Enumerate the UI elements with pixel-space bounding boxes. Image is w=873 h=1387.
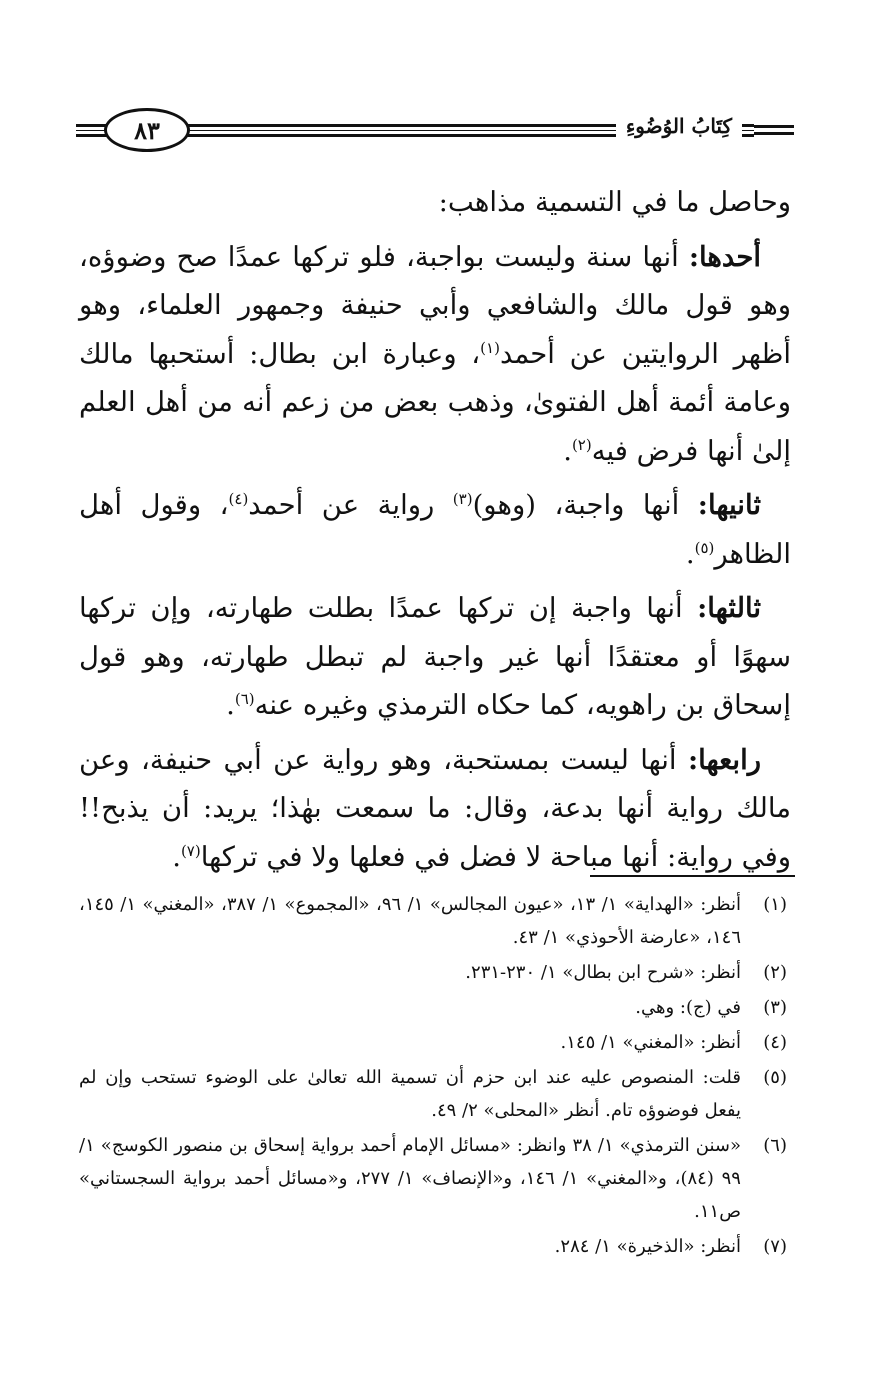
footnotes — [79, 888, 791, 1265]
opinion-label: رابعها: — [687, 743, 761, 776]
footnote-text: «سنن الترمذي» ١/ ٣٨ وانظر: «مسائل الإمام أحمد برواية إسحاق بن منصور الكوسج» ١/ ٩٩ (٨٤)، و«المغني» ١/ ١٤٦، و«الإنصاف» ١/ ٢٧٧، و«مسائل أحمد برواية السجستاني» ص١١. — [79, 1135, 741, 1222]
paragraph-first-opinion: أحدها: أنها سنة وليست بواجبة، فلو تركها عمدًا صح وضوؤه، وهو قول مالك والشافعي وأبي حنيفة وجمهور العلماء، وهو أظهر الروايتين عن أحمد$^{(١)}$، وعبارة ابن بطال: أستحبها مالك وعامة أئمة أهل الفتوىٰ، وذهب بعض من زعم أنه من أهل العلم إلىٰ أنها فرض فيه$^{(٢)}$. — [79, 240, 791, 467]
footnote-text: في (ج): وهي. — [635, 997, 741, 1018]
footnote-ref: (٧) — [180, 841, 201, 860]
footnote-ref: (٤) — [228, 489, 249, 508]
footnote-separator — [590, 875, 795, 877]
paragraph-intro: وحاصل ما في التسمية مذاهب: — [438, 186, 791, 218]
footnote-ref: (٣) — [452, 489, 473, 508]
footnote-text: أنظر: «المغني» ١/ ١٤٥. — [560, 1032, 741, 1053]
footnote-number: (٥) — [763, 1067, 787, 1088]
header-ornament — [754, 114, 794, 148]
footnote-text: أنظر: «شرح ابن بطال» ١/ ٢٣٠-٢٣١. — [465, 962, 741, 983]
page-number: ٨٣ — [104, 108, 190, 152]
chapter-title: كِتَابُ الوُضُوءِ — [616, 114, 742, 138]
footnote-text: أنظر: «الهداية» ١/ ١٣، «عيون المجالس» ١/ ٩٦، «المجموع» ١/ ٣٨٧، «المغني» ١/ ١٤٥، ١٤٦، «عارضة الأحوذي» ١/ ٤٣. — [79, 894, 741, 948]
footnote — [79, 1061, 791, 1127]
main-text — [79, 178, 791, 887]
footnote — [79, 1026, 791, 1059]
footnote-number: (١) — [763, 894, 787, 915]
opinion-label: ثانيها: — [697, 489, 761, 521]
paragraph-third-opinion: ثالثها: أنها واجبة إن تركها عمدًا بطلت طهارته، وإن تركها سهوًا أو معتقدًا أنها غير واجبة لم تبطل طهارته، وهو قول إسحاق بن راهويه، كما حكاه الترمذي وغيره عنه$^{(٦)}$. — [79, 592, 791, 721]
footnote-ref: (٢) — [571, 435, 592, 454]
running-header — [76, 108, 794, 158]
footnote — [79, 991, 791, 1024]
footnote-ref: (٥) — [694, 538, 715, 557]
footnote — [79, 1129, 791, 1228]
footnote-ref: (٦) — [234, 689, 255, 708]
footnote-text: أنظر: «الذخيرة» ١/ ٢٨٤. — [554, 1236, 741, 1257]
footnote-number: (٧) — [763, 1236, 787, 1257]
footnote-number: (٣) — [763, 997, 787, 1018]
footnote-number: (٤) — [763, 1032, 787, 1053]
footnote — [79, 956, 791, 989]
opinion-label: ثالثها: — [697, 592, 761, 624]
footnote-number: (٦) — [763, 1135, 787, 1156]
footnote — [79, 888, 791, 954]
paragraph-fourth-opinion: رابعها: أنها ليست بمستحبة، وهو رواية عن أبي حنيفة، وعن مالك رواية أنها بدعة، وقال: ما سمعت بهٰذا؛ يريد: أن يذبح!! وفي رواية: أنها مباحة لا فضل في فعلها ولا في تركها$^{(٧)}$. — [79, 743, 791, 873]
footnote-number: (٢) — [763, 962, 787, 983]
footnote-ref: (١) — [480, 338, 500, 357]
footnote — [79, 1230, 791, 1263]
paragraph-second-opinion: ثانيها: أنها واجبة، (وهو)$^{(٣)}$ رواية عن أحمد$^{(٤)}$، وقول أهل الظاهر$^{(٥)}$. — [79, 489, 791, 570]
footnote-text: قلت: المنصوص عليه عند ابن حزم أن تسمية الله تعالىٰ على الوضوء تستحب وإن لم يفعل فوضوؤه تام. أنظر «المحلى» ٢/ ٤٩. — [79, 1067, 741, 1121]
opinion-label: أحدها: — [688, 240, 761, 273]
